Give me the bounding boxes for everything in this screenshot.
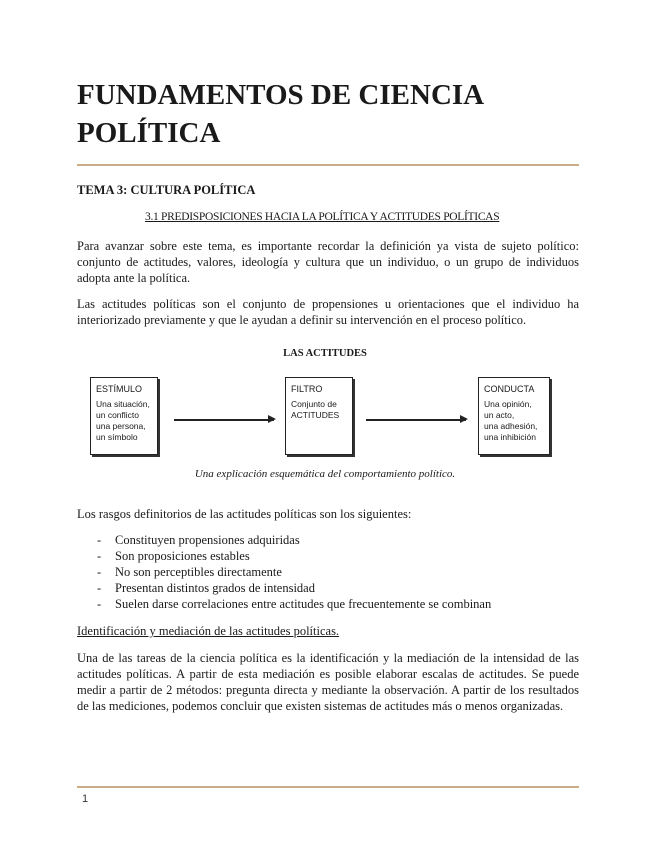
list-item-text: Suelen darse correlaciones entre actitudes que frecuentemente se combinan — [115, 597, 492, 611]
box-heading: CONDUCTA — [484, 384, 535, 394]
list-intro: Los rasgos definitorios de las actitudes políticas son los siguientes: — [77, 507, 412, 521]
filter-box — [285, 377, 353, 455]
box-line: Una opinión, — [484, 399, 532, 409]
box-line: un acto, — [484, 410, 515, 420]
page-number: 1 — [82, 793, 89, 805]
attitudes-diagram — [90, 345, 560, 485]
conduct-box — [478, 377, 550, 455]
box-line: Una situación, — [96, 399, 150, 409]
list-item: - No son perceptibles directamente — [97, 565, 282, 579]
paragraph: Una de las tareas de la ciencia política es la identificación y la mediación de la intensidad de las actitudes políticas. A partir de esta mediación es posible elaborar escalas de actitudes. Se puede medir a partir de 2 métodos: pregunta directa y mediante la observación. A partir de los resultados de las mediciones, podemos concluir que existen sistemas de actitudes más o menos organizadas. — [77, 651, 579, 713]
list-item-text: Constituyen propensiones adquiridas — [115, 533, 300, 547]
list-item: - Presentan distintos grados de intensidad — [97, 581, 315, 595]
arrow-icon — [174, 419, 274, 421]
box-line: una persona, — [96, 421, 146, 431]
box-line: una adhesión, — [484, 421, 538, 431]
box-line: Conjunto de — [291, 399, 337, 409]
box-heading: ESTÍMULO — [96, 384, 143, 394]
box-heading: FILTRO — [291, 384, 323, 394]
list-item: - Son proposiciones estables — [97, 549, 250, 563]
title-divider — [77, 164, 579, 166]
section-heading: Identificación y mediación de las actitudes políticas. — [77, 624, 340, 638]
list-item-text: Son proposiciones estables — [115, 549, 250, 563]
box-line: un símbolo — [96, 432, 138, 442]
list-item-text: No son perceptibles directamente — [115, 565, 282, 579]
paragraph: Para avanzar sobre este tema, es importante recordar la definición ya vista de sujeto político: conjunto de actitudes, valores, ideología y cultura que un individuo, o un grupo de individuos adopta ante la política. — [77, 239, 579, 285]
box-line: ACTITUDES — [291, 410, 340, 420]
diagram-caption: Una explicación esquemática del comportamiento político. — [194, 468, 456, 480]
list-item: - Constituyen propensiones adquiridas — [97, 533, 300, 547]
box-line: una inhibición — [484, 432, 536, 442]
list-item-text: Presentan distintos grados de intensidad — [115, 581, 315, 595]
stimulus-box — [90, 377, 158, 455]
document-title: FUNDAMENTOS DE CIENCIA POLÍTICA — [77, 79, 483, 149]
traits-list — [77, 532, 491, 612]
arrow-icon — [366, 419, 466, 421]
diagram-title: LAS ACTITUDES — [283, 348, 367, 359]
subsection-heading: 3.1 PREDISPOSICIONES HACIA LA POLÍTICA Y ACTITUDES POLÍTICAS — [145, 211, 500, 223]
footer-divider — [77, 786, 579, 788]
box-line: un conflicto — [96, 410, 139, 420]
list-item: - Suelen darse correlaciones entre actitudes que frecuentemente se combinan — [97, 597, 492, 611]
topic-heading: TEMA 3: CULTURA POLÍTICA — [77, 183, 256, 197]
paragraph: Las actitudes políticas son el conjunto de propensiones u orientaciones que el individuo ha interiorizado previamente y que le ayudan a definir su intervención en el proceso político. — [77, 297, 579, 327]
